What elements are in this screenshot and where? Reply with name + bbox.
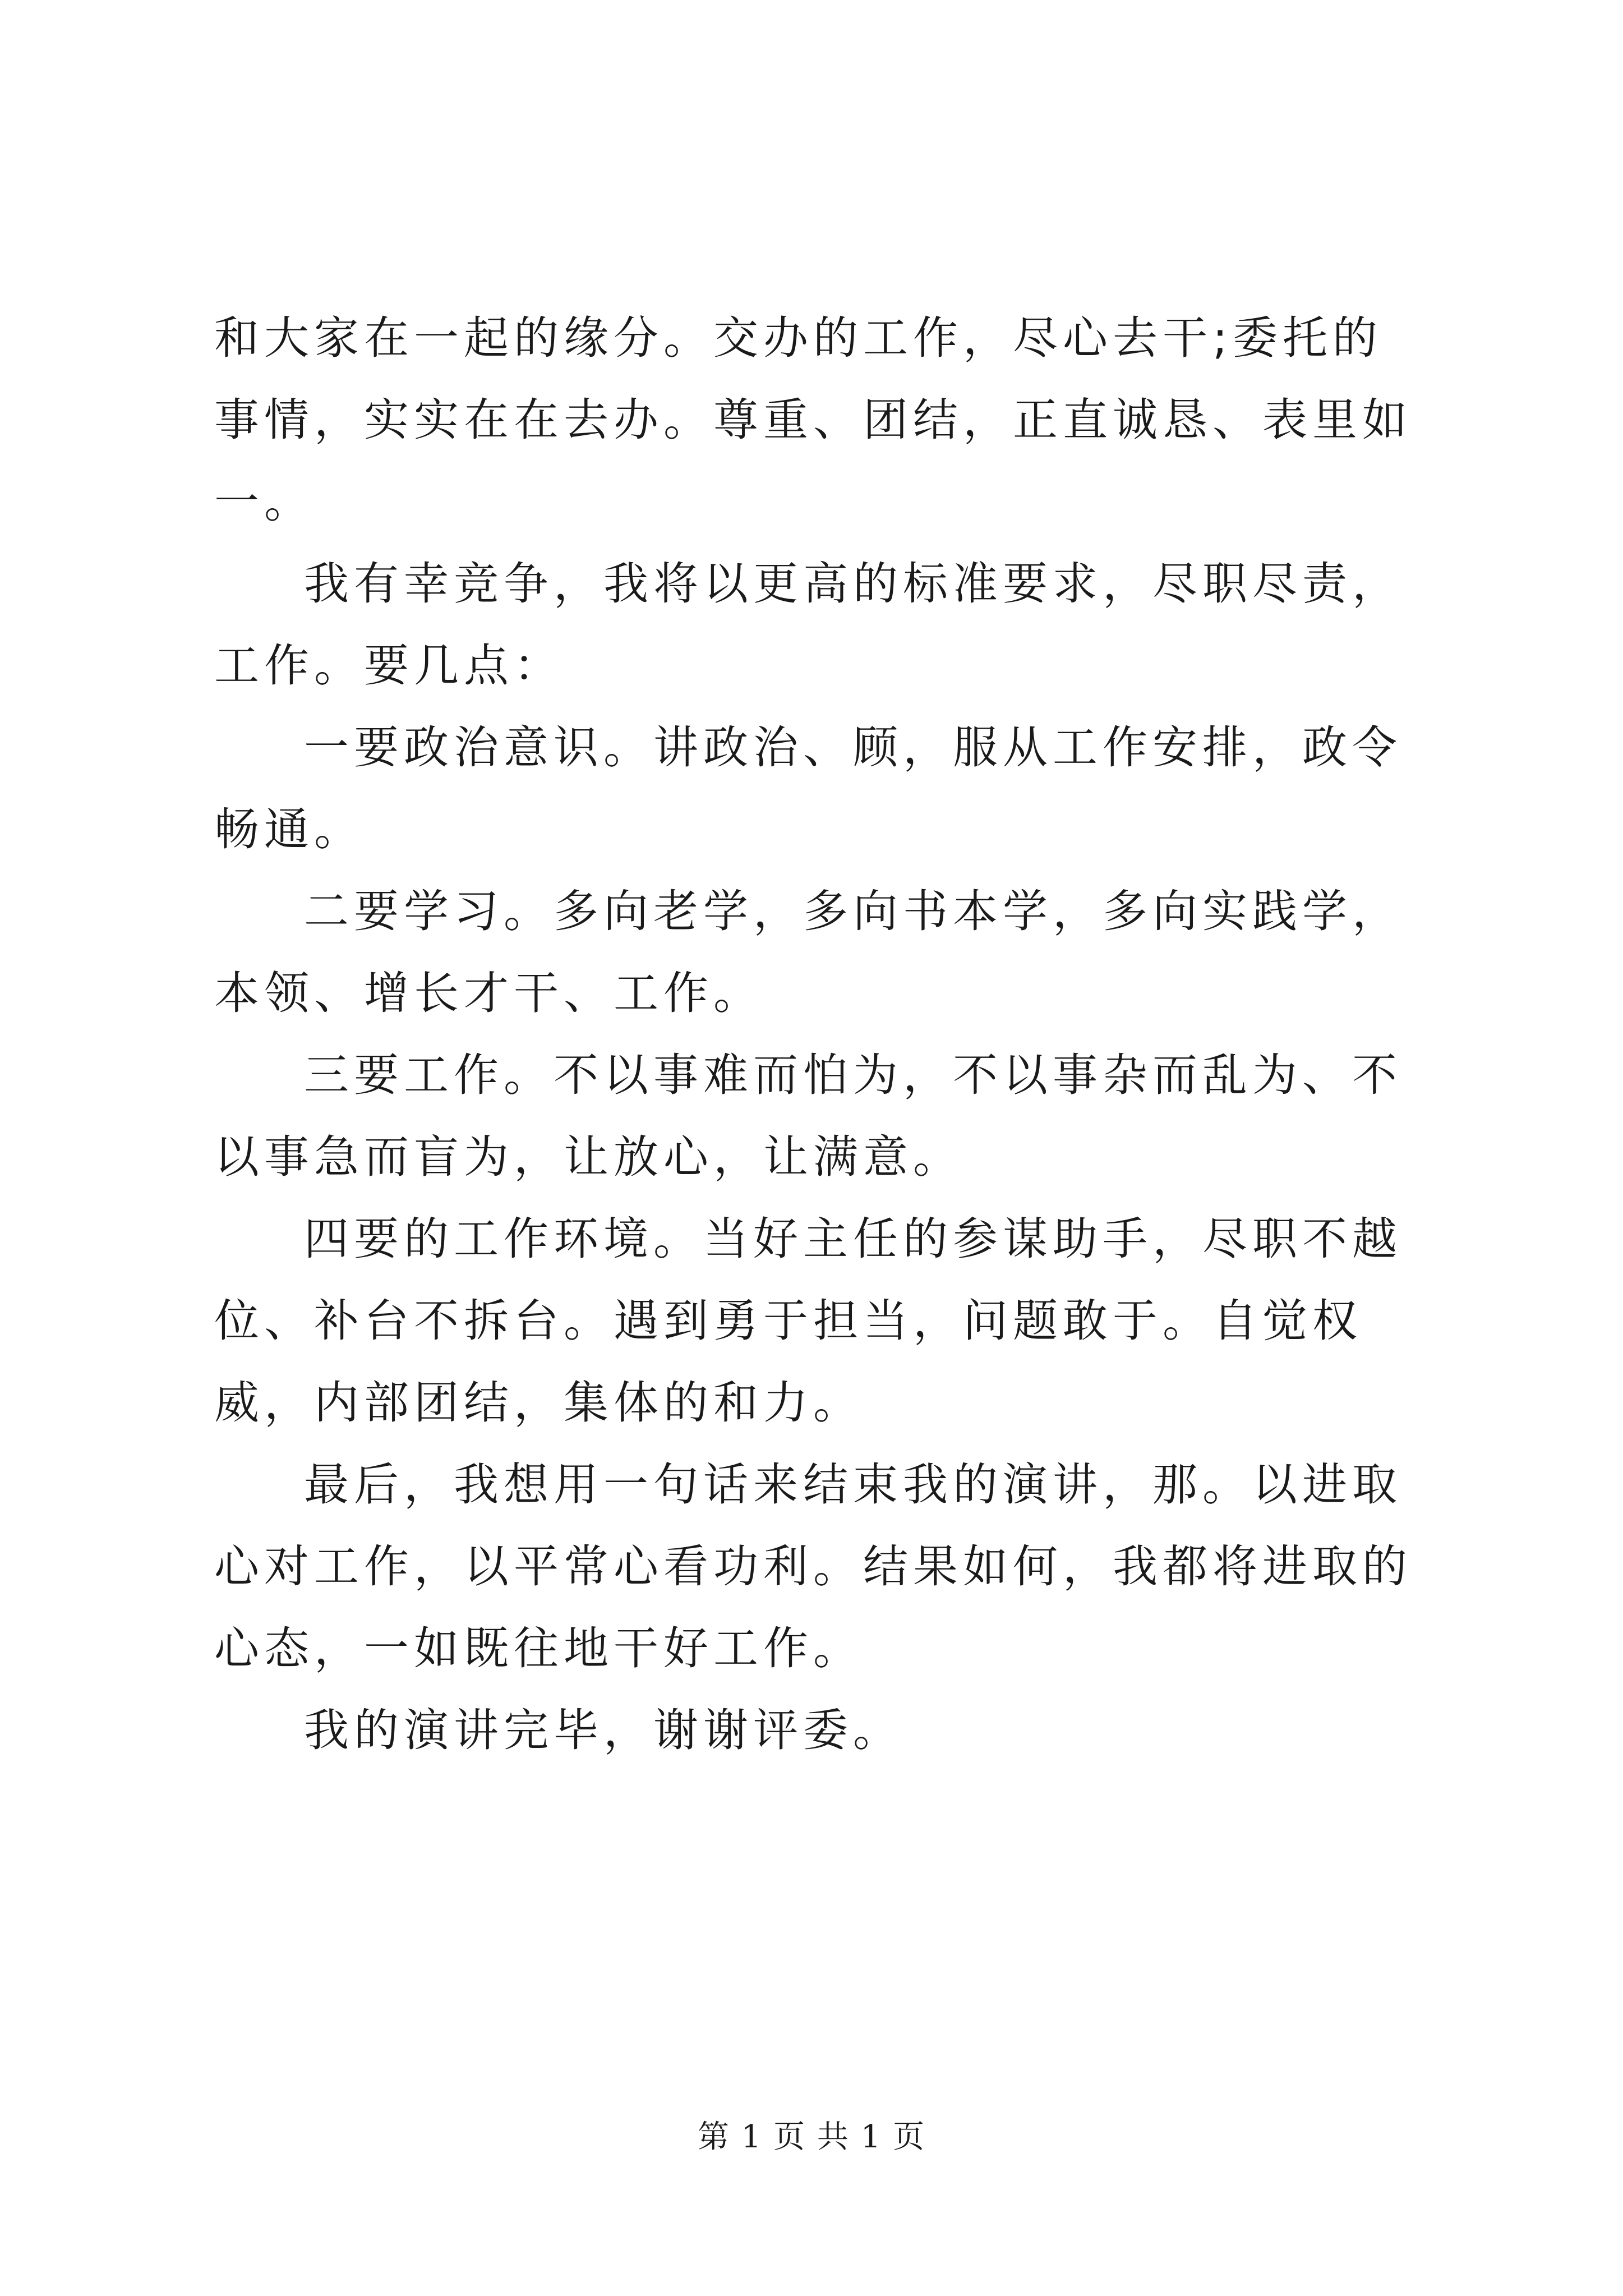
paragraph-conclusion: 最后，我想用一句话来结束我的演讲，那。以进取心对工作，以平常心看功利。结果如何，我都将进取的心态，一如既往地干好工作。 [214, 1458, 1412, 1674]
paragraph-point-1: 一要政治意识。讲政治、顾，服从工作安排，政令畅通。 [214, 721, 1402, 855]
paragraph-point-3: 三要工作。不以事难而怕为，不以事杂而乱为、不以事急而盲为，让放心，让满意。 [214, 1049, 1402, 1183]
paragraph-point-4: 四要的工作环境。当好主任的参谋助手，尽职不越位、补台不拆台。遇到勇于担当，问题敢于。自觉权威，内部团结，集体的和力。 [214, 1213, 1402, 1429]
paragraph-point-2: 二要学习。多向老学，多向书本学，多向实践学，本领、增长才干、工作。 [214, 885, 1402, 1019]
page-footer: 第 1 页 共 1 页 [697, 2119, 926, 2155]
paragraph-continuation: 和大家在一起的缘分。交办的工作，尽心去干;委托的事情，实实在在去办。尊重、团结，正直诚恳、表里如一。 [214, 312, 1412, 528]
paragraph-closing: 我的演讲完毕，谢谢评委。 [304, 1704, 903, 1756]
document-body [214, 297, 1414, 1772]
paragraph-intro: 我有幸竞争，我将以更高的标准要求，尽职尽责，工作。要几点： [214, 558, 1402, 692]
